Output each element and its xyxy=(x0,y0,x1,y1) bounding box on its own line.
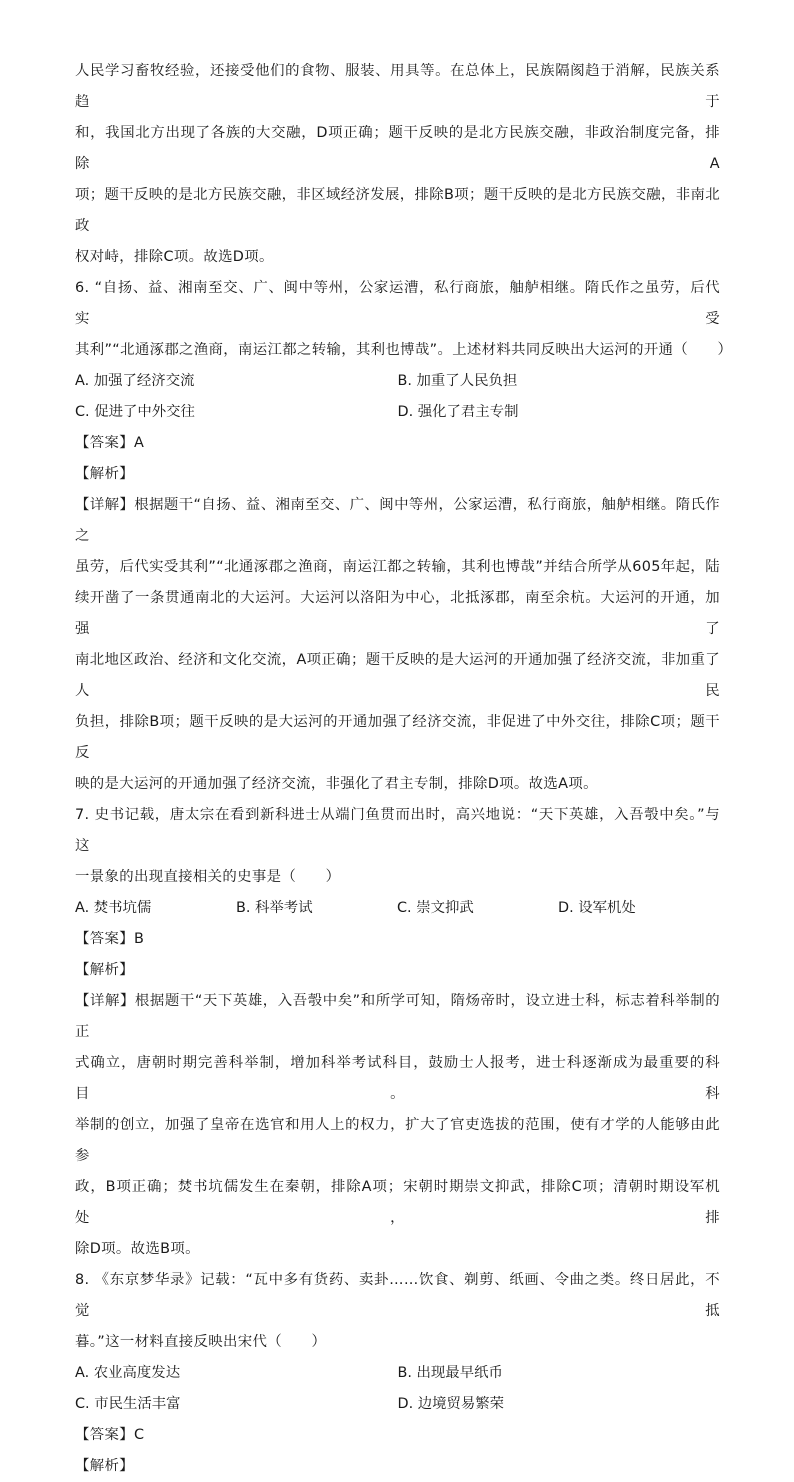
question-7-stem: 7. 史书记载，唐太宗在看到新科进士从端门鱼贯而出时，高兴地说：“天下英雄，入吾彀中矣。”与这 xyxy=(75,807,720,854)
question-6-options-row xyxy=(75,366,720,397)
option-b: B. 加重了人民负担 xyxy=(397,373,518,389)
question-8-stem: 暮。”这一材料直接反映出宋代（ ） xyxy=(75,1334,327,1350)
text-line: 项；题干反映的是北方民族交融，非区域经济发展，排除B项；题干反映的是北方民族交融，非南北政 xyxy=(75,187,720,234)
document-page xyxy=(75,56,733,1482)
detail-line: 式确立，唐朝时期完善科举制，增加科举考试科目，鼓励士人报考，进士科逐渐成为最重要的科目。科 xyxy=(75,1055,720,1102)
question-8-stem: 8. 《东京梦华录》记载：“瓦中多有货药、卖卦……饮食、剃剪、纸画、令曲之类。终日居此，不觉抵 xyxy=(75,1272,720,1319)
text-line: 和，我国北方出现了各族的大交融，D项正确；题干反映的是北方民族交融，非政治制度完备，排除A xyxy=(75,125,720,172)
detail-line: 虽劳，后代实受其利”“北通涿郡之渔商，南运江都之转输，其利也博哉”并结合所学从605年起，陆 xyxy=(75,559,720,575)
question-7-options-row xyxy=(75,893,720,924)
question-6-stem: 6. “自扬、益、湘南至交、广、闽中等州，公家运漕，私行商旅，舳舻相继。隋氏作之虽劳，后代实受 xyxy=(75,280,720,327)
detail-line: 【详解】根据题干“天下英雄，入吾彀中矣”和所学可知，隋炀帝时，设立进士科，标志着科举制的正 xyxy=(75,993,720,1040)
text-line: 人民学习畜牧经验，还接受他们的食物、服装、用具等。在总体上，民族隔阂趋于消解，民族关系趋于 xyxy=(75,63,720,110)
detail-line: 【详解】根据题干“自扬、益、湘南至交、广、闽中等州，公家运漕，私行商旅，舳舻相继。隋氏作之 xyxy=(75,497,720,544)
option-a: A. 焚书坑儒 xyxy=(75,900,152,916)
analysis-label: 【解析】 xyxy=(75,466,134,482)
option-d: D. 设军机处 xyxy=(558,900,636,916)
analysis-label: 【解析】 xyxy=(75,1458,134,1474)
detail-line: 负担，排除B项；题干反映的是大运河的开通加强了经济交流，非促进了中外交往，排除C项；题干反 xyxy=(75,714,720,761)
option-c: C. 促进了中外交往 xyxy=(75,404,195,420)
question-7-stem: 一景象的出现直接相关的史事是（ ） xyxy=(75,869,341,885)
detail-line: 除D项。故选B项。 xyxy=(75,1241,200,1257)
text-line: 权对峙，排除C项。故选D项。 xyxy=(75,249,274,265)
question-8-options-row xyxy=(75,1389,720,1420)
answer-label: 【答案】B xyxy=(75,931,145,947)
answer-label: 【答案】C xyxy=(75,1427,145,1443)
option-a: A. 加强了经济交流 xyxy=(75,373,195,389)
detail-line: 南北地区政治、经济和文化交流，A项正确；题干反映的是大运河的开通加强了经济交流，非加重了人民 xyxy=(75,652,720,699)
option-c: C. 崇文抑武 xyxy=(397,900,474,916)
question-6-options-row xyxy=(75,397,720,428)
answer-label: 【答案】A xyxy=(75,435,145,451)
option-a: A. 农业高度发达 xyxy=(75,1365,181,1381)
detail-line: 举制的创立，加强了皇帝在选官和用人上的权力，扩大了官吏选拔的范围，使有才学的人能够由此参 xyxy=(75,1117,720,1164)
detail-line: 映的是大运河的开通加强了经济交流，非强化了君主专制，排除D项。故选A项。 xyxy=(75,776,598,792)
option-c: C. 市民生活丰富 xyxy=(75,1396,181,1412)
detail-line: 续开凿了一条贯通南北的大运河。大运河以洛阳为中心，北抵涿郡，南至余杭。大运河的开通，加强了 xyxy=(75,590,720,637)
option-b: B. 出现最早纸币 xyxy=(397,1365,503,1381)
analysis-label: 【解析】 xyxy=(75,962,134,978)
detail-line: 政，B项正确；焚书坑儒发生在秦朝，排除A项；宋朝时期崇文抑武，排除C项；清朝时期设军机处，排 xyxy=(75,1179,720,1226)
option-d: D. 强化了君主专制 xyxy=(397,404,519,420)
option-d: D. 边境贸易繁荣 xyxy=(397,1396,505,1412)
option-b: B. 科举考试 xyxy=(236,900,313,916)
question-6-stem: 其利”“北通涿郡之渔商，南运江都之转输，其利也博哉”。上述材料共同反映出大运河的开通（ ） xyxy=(75,342,733,358)
question-8-options-row xyxy=(75,1358,720,1389)
